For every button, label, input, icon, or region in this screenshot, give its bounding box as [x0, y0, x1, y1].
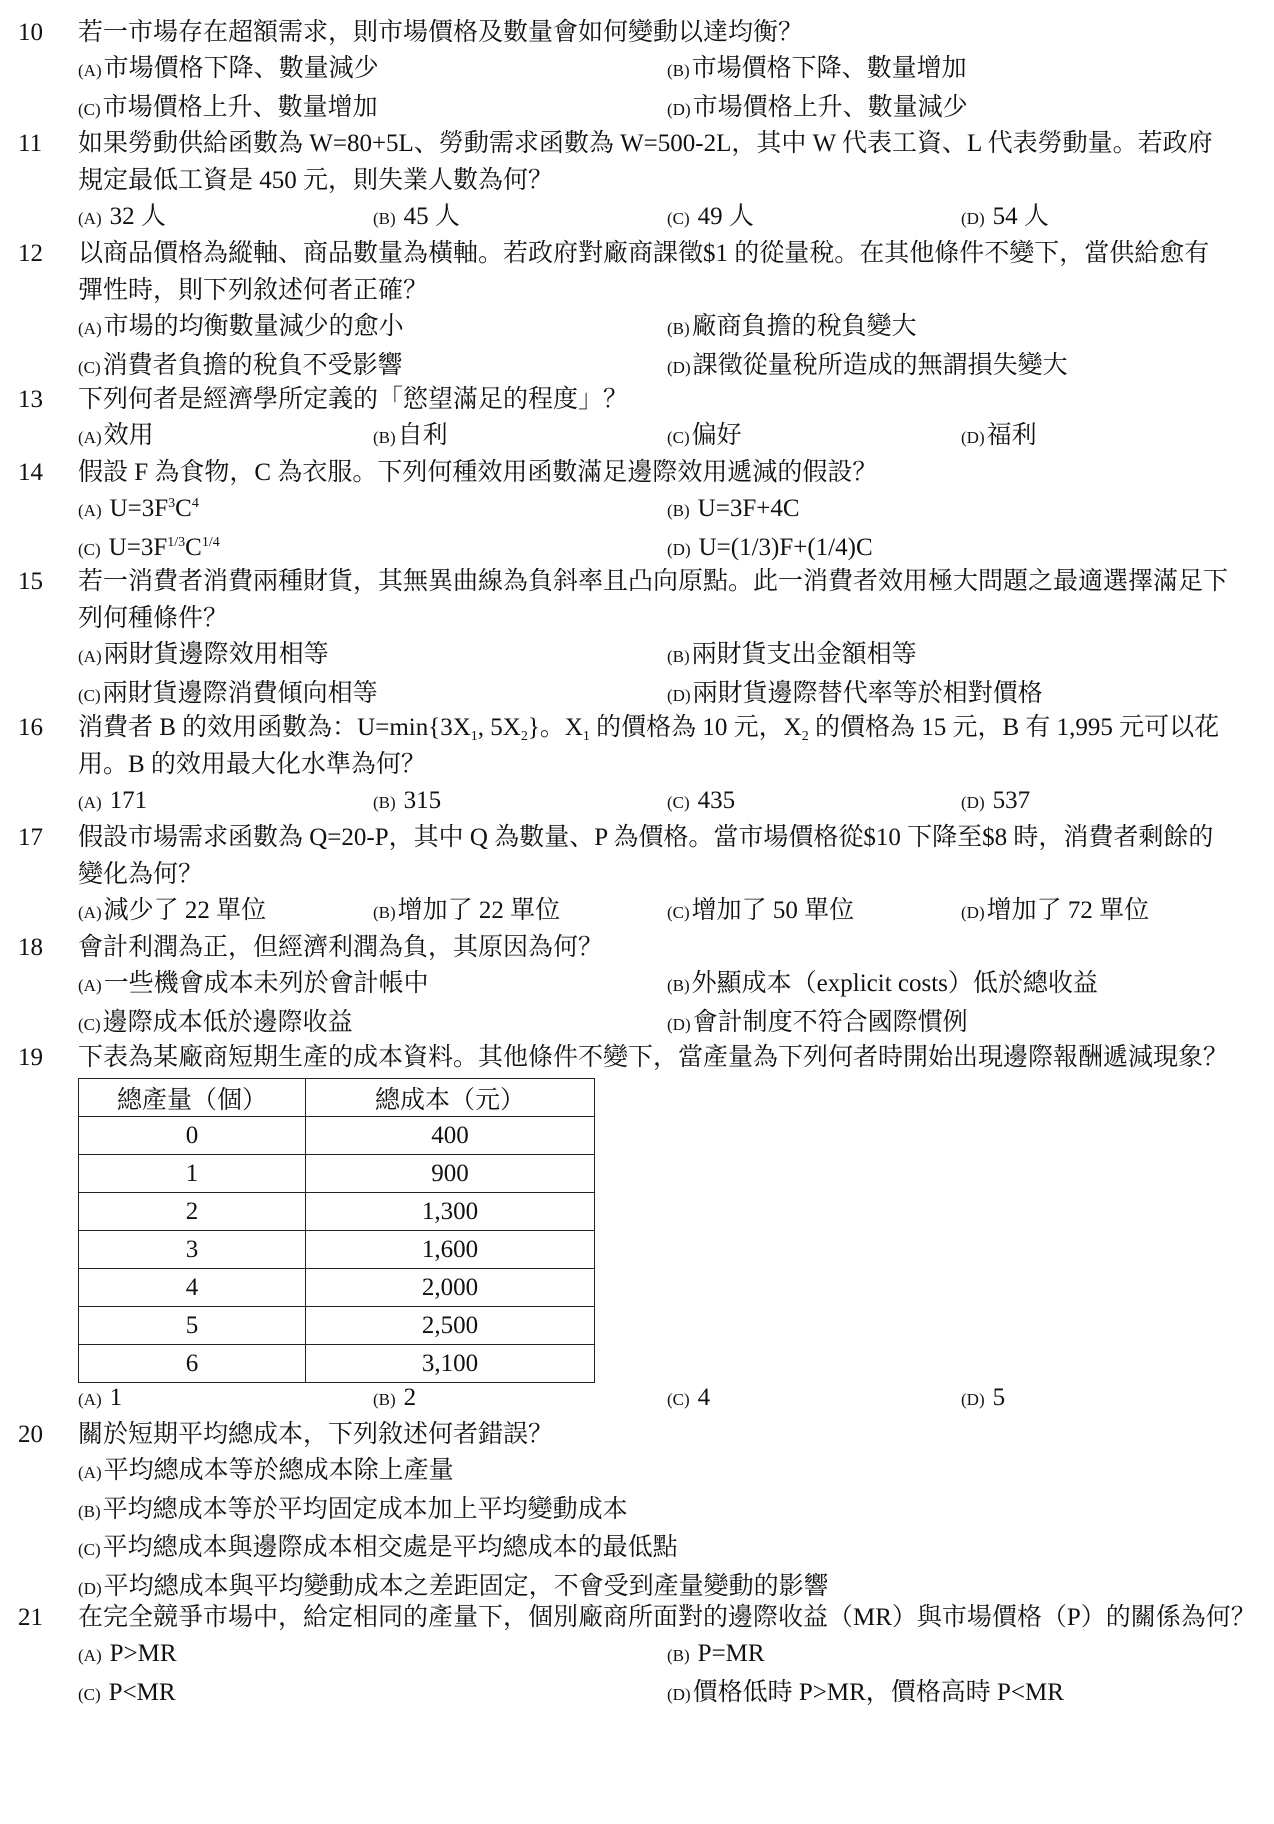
option-text: 價格低時 P>MR，價格高時 P<MR [692, 1678, 1064, 1706]
option-label: (D) [961, 209, 985, 228]
options [78, 418, 1254, 457]
stem-fragment: 消費者 B 的效用函數為：U=min{3X [78, 714, 471, 741]
option-text: 平均總成本等於平均固定成本加上平均變動成本 [102, 1495, 628, 1523]
option-text: 市場價格下降、數量增加 [691, 55, 967, 82]
question-stem [78, 14, 1254, 51]
options [78, 1380, 1254, 1419]
option-b[interactable] [667, 637, 1254, 676]
option-d[interactable] [667, 90, 1254, 129]
option-label: (C) [78, 685, 101, 705]
option-a[interactable] [78, 51, 667, 90]
option-a[interactable] [78, 1380, 373, 1419]
option-text: 市場價格上升、數量增加 [102, 93, 378, 121]
option-label: (C) [667, 1390, 690, 1409]
option-text: 平均總成本等於總成本除上產量 [103, 1457, 454, 1484]
option-b[interactable] [373, 1380, 667, 1419]
question-stem [78, 1039, 1254, 1076]
option-text: 537 [992, 787, 1031, 814]
options [78, 893, 1254, 932]
option-label: (C) [78, 357, 101, 377]
option-text: 邊際成本低於邊際收益 [102, 1008, 353, 1036]
question-stem [78, 819, 1254, 893]
option-label: (B) [78, 1501, 101, 1521]
option-d[interactable] [667, 1675, 1254, 1714]
formula-exponent: 3 [168, 496, 176, 511]
quantity-cell: 0 [79, 1117, 306, 1155]
option-text: 49 人 [697, 203, 754, 230]
option-a[interactable] [78, 199, 373, 238]
stem-line: 會計利潤為正，但經濟利潤為負，其原因為何？ [78, 934, 604, 961]
option-label: (A) [78, 501, 102, 520]
cost-cell: 1,300 [306, 1193, 595, 1231]
option-label: (C) [667, 209, 690, 228]
option-text: 消費者負擔的稅負不受影響 [102, 351, 403, 379]
option-text: 偏好 [691, 422, 742, 449]
table-row [79, 1193, 595, 1231]
option-label: (D) [667, 539, 691, 559]
option-text: 4 [697, 1384, 711, 1411]
question-number: 11 [18, 130, 43, 157]
option-d[interactable] [961, 418, 1254, 457]
stem-line: 下列何者是經濟學所定義的「慾望滿足的程度」？ [78, 386, 629, 413]
question-13 [0, 381, 1274, 457]
option-text: P<MR [108, 1678, 176, 1706]
options [78, 783, 1254, 822]
option-c[interactable] [667, 199, 961, 238]
option-label: (C) [667, 428, 690, 447]
formula-exponent: 1/4 [201, 534, 220, 550]
question-18 [0, 929, 1274, 1043]
table-row [79, 1345, 595, 1383]
option-text [110, 495, 199, 522]
option-c[interactable] [667, 418, 961, 457]
option-text: 增加了 22 單位 [397, 897, 561, 924]
options [78, 309, 1254, 386]
subscript: 2 [520, 729, 528, 744]
option-text: 32 人 [109, 203, 166, 230]
question-stem [78, 1599, 1254, 1636]
option-label: (C) [667, 903, 690, 922]
option-label: (A) [78, 209, 102, 228]
option-label: (A) [78, 319, 102, 338]
option-label: (D) [961, 903, 985, 922]
option-d[interactable] [667, 1005, 1254, 1044]
question-12 [0, 235, 1274, 386]
option-a[interactable] [78, 491, 667, 530]
question-stem [78, 709, 1254, 783]
stem-fragment: 的價格為 10 元，X [589, 714, 802, 741]
quantity-cell: 3 [79, 1231, 306, 1269]
option-text: 5 [992, 1384, 1006, 1411]
option-a[interactable] [78, 966, 667, 1005]
option-a[interactable] [78, 783, 373, 822]
stem-line: 規定最低工資是 450 元，則失業人數為何？ [78, 167, 554, 194]
option-label: (B) [667, 647, 690, 666]
subscript: 1 [582, 729, 590, 744]
cost-table [78, 1078, 595, 1383]
option-label: (A) [78, 1390, 102, 1409]
question-21 [0, 1599, 1274, 1713]
question-number: 10 [18, 19, 43, 46]
formula-part: U=3F [108, 533, 168, 561]
option-text: 一些機會成本未列於會計帳中 [103, 970, 429, 997]
option-label: (B) [373, 1390, 396, 1409]
header-quantity: 總產量（個） [79, 1079, 306, 1117]
option-text: 1 [109, 1384, 123, 1411]
option-text: 減少了 22 單位 [103, 897, 267, 924]
cost-cell: 900 [306, 1155, 595, 1193]
option-b[interactable] [667, 966, 1254, 1005]
stem-line: 若一消費者消費兩種財貨，其無異曲線為負斜率且凸向原點。此一消費者效用極大問題之最適選擇滿足下 [78, 568, 1229, 595]
option-text: 54 人 [992, 203, 1049, 230]
quantity-cell: 1 [79, 1155, 306, 1193]
options [78, 1636, 1254, 1713]
cost-cell: 400 [306, 1117, 595, 1155]
option-label: (A) [78, 1646, 102, 1665]
option-text: 市場價格下降、數量減少 [103, 55, 379, 82]
options [78, 637, 1254, 714]
option-text: 外顯成本（explicit costs）低於總收益 [691, 970, 1098, 997]
stem-line: 列何種條件？ [78, 605, 229, 632]
cost-cell: 1,600 [306, 1231, 595, 1269]
option-d[interactable] [961, 783, 1254, 822]
stem-line: 假設市場需求函數為 Q=20-P，其中 Q 為數量、P 為價格。當市場價格從$10 下降至$8 時，消費者剩餘的 [78, 824, 1214, 851]
subscript: 1 [470, 729, 478, 744]
formula-part: U=3F [109, 495, 169, 522]
stem-fragment: }。X [527, 714, 583, 741]
question-stem [78, 125, 1254, 199]
option-c[interactable] [667, 893, 961, 932]
option-text: 兩財貨邊際替代率等於相對價格 [692, 679, 1043, 707]
table-row [79, 1307, 595, 1345]
question-number: 17 [18, 824, 43, 851]
option-d[interactable] [961, 1380, 1254, 1419]
option-label: (C) [78, 99, 101, 119]
stem-line [78, 709, 1234, 746]
option-text: 效用 [103, 422, 154, 449]
option-text: 平均總成本與平均變動成本之差距固定，不會受到產量變動的影響 [103, 1572, 829, 1600]
stem-fragment: , 5X [477, 714, 521, 741]
stem-line: 變化為何？ [78, 861, 204, 888]
question-stem [78, 563, 1254, 637]
option-text: P=MR [697, 1640, 765, 1667]
option-label: (D) [78, 1578, 102, 1598]
question-20 [0, 1416, 1274, 1607]
option-c[interactable] [78, 1530, 1254, 1569]
question-11 [0, 125, 1274, 238]
option-label: (C) [78, 1014, 101, 1034]
stem-line: 假設 F 為食物，C 為衣服。下列何種效用函數滿足邊際效用遞減的假設？ [78, 459, 878, 486]
subscript: 2 [801, 729, 809, 744]
option-label: (D) [667, 357, 691, 377]
table-row [79, 1269, 595, 1307]
formula-part: C [185, 533, 202, 561]
formula-exponent: 4 [191, 496, 199, 511]
options [78, 491, 1254, 568]
option-c[interactable] [78, 1005, 667, 1044]
question-stem [78, 381, 1254, 418]
cost-cell: 2,000 [306, 1269, 595, 1307]
question-stem [78, 929, 1254, 966]
question-15 [0, 563, 1274, 714]
option-label: (B) [373, 903, 396, 922]
option-d[interactable] [961, 199, 1254, 238]
options [78, 1453, 1254, 1607]
option-a[interactable] [78, 637, 667, 676]
option-label: (D) [667, 685, 691, 705]
option-a[interactable] [78, 893, 373, 932]
quantity-cell: 6 [79, 1345, 306, 1383]
option-label: (B) [667, 61, 690, 80]
question-19 [0, 1039, 1274, 1076]
option-a[interactable] [78, 1453, 1254, 1492]
question-stem [78, 454, 1254, 491]
header-total-cost: 總成本（元） [306, 1079, 595, 1117]
option-text: 自利 [397, 422, 448, 449]
formula-exponent: 1/3 [167, 534, 186, 550]
question-16 [0, 709, 1274, 822]
option-label: (D) [961, 428, 985, 447]
option-label: (D) [667, 1014, 691, 1034]
question-number: 12 [18, 240, 43, 267]
table-row [79, 1117, 595, 1155]
quantity-cell: 4 [79, 1269, 306, 1307]
option-label: (B) [667, 1646, 690, 1665]
option-label: (B) [667, 976, 690, 995]
option-a[interactable] [78, 309, 667, 348]
option-label: (D) [667, 99, 691, 119]
stem-line: 用。B 的效用最大化水準為何？ [78, 751, 426, 778]
question-number: 13 [18, 386, 43, 413]
option-text: 會計制度不符合國際慣例 [692, 1008, 968, 1036]
stem-line: 以商品價格為縱軸、商品數量為橫軸。若政府對廠商課徵$1 的從量稅。在其他條件不變下，當供給愈有 [78, 240, 1210, 267]
option-b[interactable] [78, 1492, 1254, 1531]
option-label: (C) [78, 1540, 101, 1559]
option-text [109, 534, 220, 561]
option-d[interactable] [961, 893, 1254, 932]
question-stem [78, 1416, 1254, 1453]
option-b[interactable] [667, 1636, 1254, 1675]
option-text: 171 [109, 787, 148, 814]
table-header-row [79, 1079, 595, 1117]
question-14 [0, 454, 1274, 568]
option-label: (B) [667, 501, 690, 520]
question-number: 21 [18, 1604, 43, 1631]
option-text: 市場的均衡數量減少的愈小 [103, 313, 404, 340]
stem-line: 彈性時，則下列敘述何者正確？ [78, 277, 429, 304]
option-label: (B) [373, 209, 396, 228]
option-label: (A) [78, 976, 102, 995]
stem-line: 若一市場存在超額需求，則市場價格及數量會如何變動以達均衡？ [78, 19, 804, 46]
option-label: (A) [78, 61, 102, 80]
option-label: (C) [667, 793, 690, 812]
option-b[interactable] [373, 418, 667, 457]
option-label: (A) [78, 428, 102, 447]
option-text: 45 人 [403, 203, 460, 230]
question-number: 14 [18, 459, 43, 486]
option-label: (D) [667, 1684, 691, 1704]
option-text: 廠商負擔的稅負變大 [691, 313, 917, 340]
option-b[interactable] [373, 893, 667, 932]
option-text: 兩財貨邊際效用相等 [103, 641, 329, 668]
question-number: 16 [18, 714, 43, 741]
option-b[interactable] [667, 309, 1254, 348]
options [78, 199, 1254, 238]
option-b[interactable] [373, 783, 667, 822]
question-10 [0, 14, 1274, 128]
option-text: 市場價格上升、數量減少 [692, 93, 968, 121]
option-label: (B) [667, 319, 690, 338]
option-text: 2 [403, 1384, 417, 1411]
formula-part: C [175, 495, 192, 522]
question-number: 20 [18, 1421, 43, 1448]
option-c[interactable] [667, 1380, 961, 1419]
option-text: 平均總成本與邊際成本相交處是平均總成本的最低點 [102, 1534, 678, 1561]
stem-fragment: 的價格為 15 元，B 有 1,995 元可以花 [808, 714, 1220, 741]
stem-line: 關於短期平均總成本，下列敘述何者錯誤？ [78, 1421, 554, 1448]
stem-line: 在完全競爭市場中，給定相同的產量下，個別廠商所面對的邊際收益（MR）與市場價格（P）的關係為何？ [78, 1604, 1256, 1631]
cost-cell: 3,100 [306, 1345, 595, 1383]
question-19-options [0, 1380, 1274, 1419]
option-b[interactable] [667, 491, 1254, 530]
table-row [79, 1231, 595, 1269]
question-17 [0, 819, 1274, 932]
quantity-cell: 2 [79, 1193, 306, 1231]
option-text: 435 [697, 787, 736, 814]
option-c[interactable] [78, 90, 667, 129]
option-text: 兩財貨支出金額相等 [691, 641, 917, 668]
option-label: (C) [78, 1684, 101, 1704]
option-label: (D) [961, 1390, 985, 1409]
stem-line: 下表為某廠商短期生產的成本資料。其他條件不變下，當產量為下列何者時開始出現邊際報酬遞減現象？ [78, 1044, 1229, 1071]
option-a[interactable] [78, 418, 373, 457]
option-text: 兩財貨邊際消費傾向相等 [102, 679, 378, 707]
question-number: 15 [18, 568, 43, 595]
option-label: (A) [78, 1463, 102, 1482]
table-row [79, 1155, 595, 1193]
option-text: 課徵從量稅所造成的無謂損失變大 [692, 351, 1068, 379]
question-number: 18 [18, 934, 43, 961]
options [78, 966, 1254, 1043]
option-text: U=3F+4C [697, 495, 800, 522]
option-a[interactable] [78, 1636, 667, 1675]
option-b[interactable] [667, 51, 1254, 90]
cost-cell: 2,500 [306, 1307, 595, 1345]
stem-line: 如果勞動供給函數為 W=80+5L、勞動需求函數為 W=500-2L，其中 W 代表工資、L 代表勞動量。若政府 [78, 130, 1213, 157]
option-label: (D) [961, 793, 985, 812]
options [78, 51, 1254, 128]
question-stem [78, 235, 1254, 309]
option-text: 福利 [986, 422, 1037, 449]
option-c[interactable] [78, 1675, 667, 1714]
option-b[interactable] [373, 199, 667, 238]
option-label: (B) [373, 428, 396, 447]
option-label: (A) [78, 903, 102, 922]
option-label: (A) [78, 647, 102, 666]
option-text: 增加了 50 單位 [691, 897, 855, 924]
option-label: (A) [78, 793, 102, 812]
option-label: (C) [78, 539, 101, 559]
quantity-cell: 5 [79, 1307, 306, 1345]
option-c[interactable] [667, 783, 961, 822]
option-text: 315 [403, 787, 442, 814]
option-text: U=(1/3)F+(1/4)C [698, 533, 873, 561]
question-number: 19 [18, 1044, 43, 1071]
option-text: 增加了 72 單位 [986, 897, 1150, 924]
option-label: (B) [373, 793, 396, 812]
option-text: P>MR [109, 1640, 177, 1667]
